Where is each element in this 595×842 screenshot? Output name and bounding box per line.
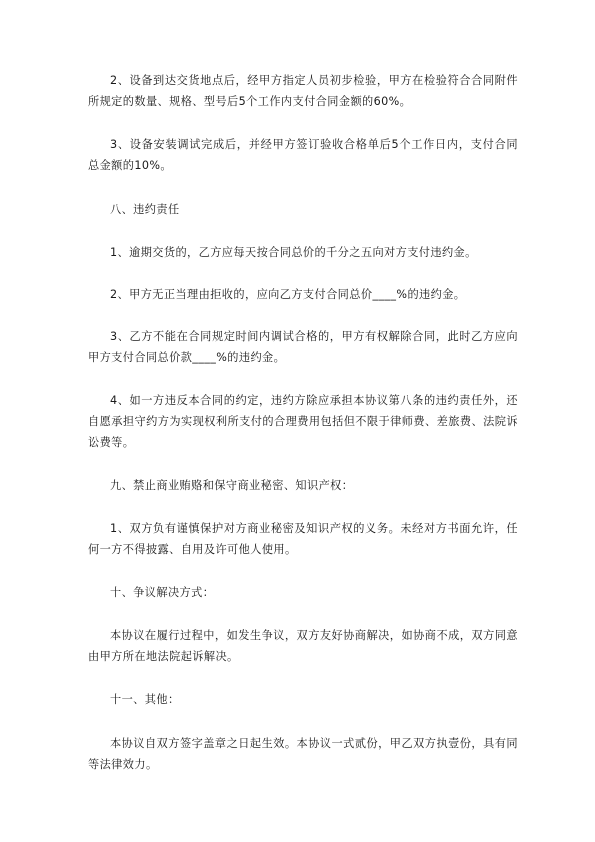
breach-clause-2: 2、甲方无正当理由拒收的，应向乙方支付合同总价____%的违约金。 xyxy=(110,288,466,301)
section-heading-dispute-resolution: 十、争议解决方式： xyxy=(110,586,215,599)
section-heading-confidentiality: 九、禁止商业贿赂和保守商业秘密、知识产权： xyxy=(110,479,354,492)
breach-clause-1: 1、逾期交货的，乙方应每天按合同总价的千分之五向对方支付违约金。 xyxy=(110,246,477,259)
confidentiality-clause-1: 1、双方负有谨慎保护对方商业秘密及知识产权的义务。未经对方书面允许，任何一方不得披露、自用及许可他人使用。 xyxy=(88,522,518,556)
payment-clause-3: 3、设备安装调试完成后，并经甲方签订验收合格单后5个工作日内，支付合同总金额的10%。 xyxy=(88,138,518,172)
document-body xyxy=(88,70,518,775)
section-heading-other: 十一、其他： xyxy=(110,693,180,706)
breach-clause-4: 4、如一方违反本合同的约定，违约方除应承担本协议第八条的违约责任外，还自愿承担守约方为实现权利所支付的合理费用包括但不限于律师费、差旅费、法院诉讼费等。 xyxy=(88,394,518,449)
payment-clause-2: 2、设备到达交货地点后，经甲方指定人员初步检验，甲方在检验符合合同附件所规定的数量、规格、型号后5个工作内支付合同金额的60%。 xyxy=(88,74,518,108)
breach-clause-3: 3、乙方不能在合同规定时间内调试合格的，甲方有权解除合同，此时乙方应向甲方支付合同总价款____%的违约金。 xyxy=(88,330,518,364)
dispute-resolution-clause: 本协议在履行过程中，如发生争议，双方友好协商解决，如协商不成，双方同意由甲方所在地法院起诉解决。 xyxy=(88,629,518,663)
other-clause: 本协议自双方签字盖章之日起生效。本协议一式贰份，甲乙双方执壹份，具有同等法律效力。 xyxy=(88,737,518,771)
section-heading-breach-liability: 八、违约责任 xyxy=(110,203,180,216)
